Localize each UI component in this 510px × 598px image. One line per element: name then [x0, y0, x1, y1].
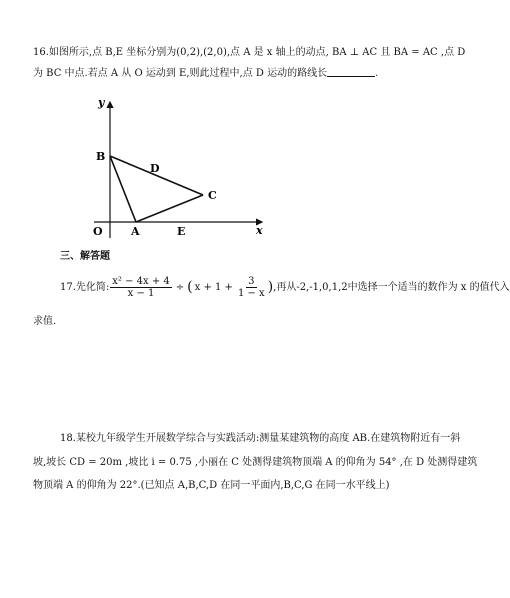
q17-fraction-2 — [236, 276, 267, 299]
label-b: B — [96, 150, 106, 163]
q17-prefix: 17.先化简: — [60, 281, 110, 293]
section-title: 三、解答题 — [60, 251, 110, 262]
label-e: E — [177, 225, 186, 238]
label-c: C — [208, 189, 217, 202]
label-d: D — [150, 162, 160, 175]
q17-line2: 求值. — [33, 316, 57, 327]
geometry-figure — [0, 90, 473, 250]
label-a: A — [131, 225, 140, 238]
q17-suffix: ,再从-2,-1,0,1,2中选择一个适当的数作为 x 的值代入 — [273, 281, 510, 293]
q18-line1: 18.某校九年级学生开展数学综合与实践活动:测量某建筑物的高度 AB.在建筑物附近有一斜 — [60, 433, 461, 444]
q17-frac1-den: x − 1 — [127, 287, 155, 299]
q17-frac1-num: x² − 4x + 4 — [112, 275, 170, 287]
label-o: O — [93, 225, 103, 238]
label-x: x — [256, 224, 263, 237]
q18-line2: 坡,坡长 CD = 20m ,坡比 i = 0.75 ,小丽在 C 处测得建筑物顶端 A 的仰角为 54° ,在 D 处测得建筑 — [33, 457, 478, 468]
q16-line2 — [33, 66, 378, 80]
q16-line2-text: 为 BC 中点.若点 A 从 O 运动到 E,则此过程中,点 D 运动的路线长 — [33, 68, 328, 79]
q17-frac2-den: 1 − x — [237, 287, 265, 299]
q17-paren-close: ) — [267, 278, 274, 295]
answer-blank — [327, 66, 375, 77]
q18-line3: 物顶端 A 的仰角为 22°.(已知点 A,B,C,D 在同一平面内,B,C,G 在同一水平线上) — [33, 480, 390, 491]
q17-fraction-1 — [110, 276, 172, 299]
q17-div-op: ÷ — [175, 281, 185, 293]
q17-frac2-num: 3 — [248, 275, 255, 287]
q17-inner: x + 1 + — [194, 281, 233, 293]
q17-paren-open: ( — [187, 278, 193, 295]
label-y: y — [98, 96, 105, 109]
q16-line2-end: . — [375, 68, 379, 79]
q17-line1 — [60, 274, 510, 300]
segment-ac — [136, 195, 203, 222]
q16-line1: 16.如图所示,点 B,E 坐标分别为(0,2),(2,0),点 A 是 x 轴上的动点, BA ⊥ AC 且 BA = AC ,点 D — [33, 47, 466, 58]
